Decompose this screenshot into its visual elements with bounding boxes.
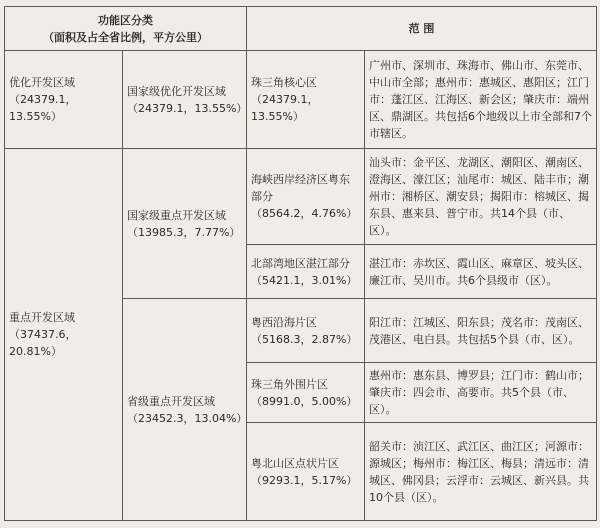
west-coast-range-cell [365,149,597,245]
north-mountain-range-text: 韶关市：浈江区、武江区、曲江区；河源市：源城区；梅州市：梅江区、梅县；清远市：清城区、佛冈县；云浮市：云城区、新兴县。共10个县（区）。 [369,439,589,504]
optimize-zone-text: 优化开发区域 （24379.1，13.55%） [9,76,77,123]
west-guangdong-range-text: 阳江市：江城区、阳东县；茂名市：茂南区、茂港区、电白县。共包括5个县（市、区）。 [369,315,589,346]
table-header-row [5,7,597,51]
beibu-range-cell [365,245,597,299]
key-zone-text: 重点开发区域 （37437.6，20.81%） [9,311,77,358]
key-zone-cell [5,149,123,521]
west-coast-text: 海峡西岸经济区粤东部分 （8564.2，4.76%） [251,173,358,220]
header-category [5,7,247,51]
west-coast-range-text: 汕头市：金平区、龙湖区、潮阳区、潮南区、澄海区、濠江区；汕尾市：城区、陆丰市；潮州市：湘桥区、潮安县；揭阳市：榕城区、揭东县、惠来县、普宁市。共14个县（市、区）。 [369,156,589,237]
prd-outer-text: 珠三角外围片区 （8991.0，5.00%） [251,377,358,408]
key-national-text: 国家级重点开发区域 （13985.3，7.77%） [127,208,241,239]
prd-core-range-text: 广州市、深圳市、珠海市、佛山市、东莞市、中山市全部；惠州市：惠城区、惠阳区；江门市：蓬江区、江海区、新会区；肇庆市：端州区、鼎湖区。共包括6个地级以上市全部和7个市辖区。 [369,59,592,140]
optimize-national-cell [123,51,247,149]
prd-core-cell [247,51,365,149]
north-mountain-text: 粤北山区点状片区 （9293.1，5.17%） [251,456,358,487]
west-coast-cell [247,149,365,245]
beibu-text: 北部湾地区湛江部分 （5421.1，3.01%） [251,256,358,287]
beibu-cell [247,245,365,299]
prd-outer-range-cell [365,363,597,423]
key-provincial-text: 省级重点开发区域 （23452.3，13.04%） [127,394,248,425]
functional-zone-table [4,6,597,521]
west-guangdong-range-cell [365,299,597,363]
optimize-national-text: 国家级优化开发区域 （24379.1，13.55%） [127,84,248,115]
prd-outer-range-text: 惠州市：惠东县、博罗县；江门市：鹤山市；肇庆市：四会市、高要市。共5个县（市、区）。 [369,369,589,416]
table-row [5,149,597,245]
north-mountain-range-cell [365,423,597,521]
prd-outer-cell [247,363,365,423]
table-row [5,51,597,149]
prd-core-text: 珠三角核心区 （24379.1，13.55%） [251,76,319,123]
north-mountain-cell [247,423,365,521]
header-range [247,7,597,51]
header-range-text: 范 围 [408,22,435,35]
key-provincial-cell [123,299,247,521]
west-guangdong-text: 粤西沿海片区 （5168.3，2.87%） [251,315,358,346]
beibu-range-text: 湛江市：赤坎区、霞山区、麻章区、坡头区、廉江市、吴川市。共6个县级市（区）。 [369,256,589,287]
west-guangdong-cell [247,299,365,363]
prd-core-range-cell [365,51,597,149]
optimize-zone-cell [5,51,123,149]
header-category-text: 功能区分类 （面积及占全省比例，平方公里） [43,13,208,44]
key-national-cell [123,149,247,299]
